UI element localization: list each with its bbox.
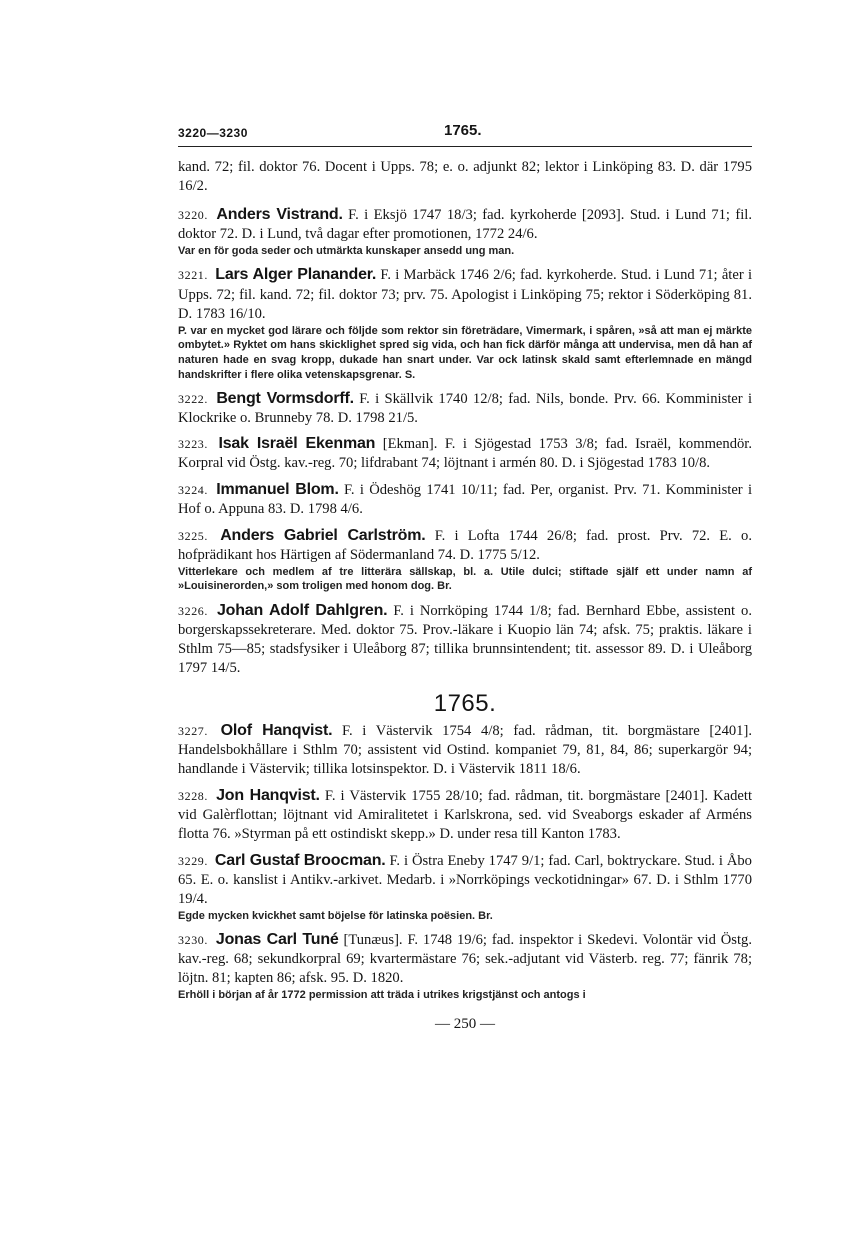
entry-text: F. i Västervik 1754 4/8; fad. rådman, tit. borgmästare [2401]. Handelsbokhållare i Sthlm 70; assistent vid Ostind. kompaniet 79, 81, 84, 86; superkargör 94; handlande i Västervik; tillika lotsinspektor. D. i Västervik 1811 18/6.: [178, 723, 752, 778]
entry-text: F. i Skällvik 1740 12/8; fad. Nils, bonde. Prv. 66. Komminister i Klockrike o. Brunneby 78. D. 1798 21/5.: [178, 390, 753, 426]
entry-number: 3228.: [178, 788, 208, 803]
continued-entry-text: kand. 72; fil. doktor 76. Docent i Upps. 78; e. o. adjunkt 82; lektor i Linköping 83. D. där 1795 16/2.: [178, 159, 752, 195]
person-name: Jonas Carl Tuné: [215, 930, 339, 948]
entry-3223: [178, 434, 752, 473]
entry-3224: [178, 480, 752, 519]
entry-text: F. i Östra Eneby 1747 9/1; fad. Carl, boktryckare. Stud. i Åbo 65. E. o. kanslist i Antikv.-arkivet. Medarb. i »Norrköpings veckotidningar» 67. D. i Sthlm 1770 19/4.: [178, 852, 752, 907]
entry-text: [Tunæus]. F. 1748 19/6; fad. inspektor i Skedevi. Volontär vid Östg. kav.-reg. 68; sekundkorpral 69; kvartermästare 76; sek.-adjutant vid Västerb. reg. 77; fänrik 78; löjtn. 81; kapten 86; afsk. 95. D. 1820.: [178, 931, 752, 987]
entry-3222: [178, 389, 752, 428]
person-name: Anders Gabriel Carlström.: [220, 526, 426, 544]
section-year-heading: 1765.: [433, 689, 497, 717]
header-rule: [178, 146, 752, 147]
entry-note: Var en för goda seder och utmärkta kunskaper ansedd ung man.: [178, 245, 515, 258]
entry-3227: [178, 721, 752, 779]
entry-note: Vitterlekare och medlem af tre litterära sällskap, bl. a. Utile dulci; stiftade själf ett under namn af »Louisinerorden,» som troligen med honom dog. Br.: [178, 565, 752, 593]
entry-text: F. i Västervik 1755 28/10; fad. rådman, tit. borgmästare [2401]. Kadett vid Galèrflottan; löjtnant vid Amiralitetet i Karlskrona, sed. vid Sveaborgs eskader af Arméns flotta 76. »Styrman på ett ostindiskt skepp.» D. under resa till Kanton 1783.: [178, 787, 752, 842]
entry-text: F. i Lofta 1744 26/8; fad. prost. Prv. 72. E. o. hofprädikant hos Härtigen af Södermanland 74. D. 1775 5/12.: [178, 527, 752, 563]
person-name: Lars Alger Planander.: [215, 266, 377, 284]
entry-text: [Ekman]. F. i Sjögestad 1753 3/8; fad. Israël, kommendör. Korpral vid Östg. kav.-reg. 70; lifdrabant 74; löjtnant i armén 80. D. i Sjögestad 1783 10/8.: [178, 436, 752, 472]
running-header: [178, 122, 752, 144]
page-body: [178, 158, 752, 1034]
entry-note: Erhöll i början af år 1772 permission att träda i utrikes krigstjänst och antogs i: [178, 989, 586, 1002]
entry-3228: [178, 786, 752, 844]
entry-number: 3222.: [178, 391, 208, 406]
entry-3229: [178, 851, 752, 924]
entry-3226: [178, 601, 752, 678]
entry-number: 3220.: [178, 208, 208, 223]
entry-number: 3226.: [178, 603, 208, 618]
entry-3225: [178, 526, 752, 594]
entry-note: Egde mycken kvickhet samt böjelse för latinska poësien. Br.: [178, 909, 493, 922]
entry-text: F. i Norrköping 1744 1/8; fad. Bernhard Ebbe, assistent o. borgerskapssekreterare. Med. doktor 75. Prov.-läkare i Kuopio län 74; afsk. 75; praktis. läkare i Sthlm 75—85; stadsfysiker i Uleåborg 87; tillika brunnsintendent; tit. assessor 89. D. i Uleåborg 1797 14/5.: [178, 602, 752, 676]
entry-3220: [178, 205, 752, 259]
person-name: Anders Vistrand.: [216, 206, 343, 224]
person-name: Johan Adolf Dahlgren.: [216, 601, 388, 619]
entry-number: 3223.: [178, 437, 208, 452]
header-year: 1765.: [444, 122, 482, 139]
person-name: Isak Israël Ekenman: [218, 435, 376, 453]
person-name: Jon Hanqvist.: [216, 786, 320, 804]
entry-number: 3229.: [178, 853, 208, 868]
entry-text: F. i Marbäck 1746 2/6; fad. kyrkoherde. Stud. i Lund 71; åter i Upps. 72; fil. kand. 72; fil. doktor 73; prv. 75. Apologist i Linköping 75; rektor i Söderköping 81. D. 1783 16/10.: [178, 267, 752, 322]
person-name: Olof Hanqvist.: [220, 722, 333, 740]
entry-number: 3227.: [178, 724, 208, 739]
person-name: Carl Gustaf Broocman.: [214, 851, 386, 869]
entry-number: 3221.: [178, 268, 208, 283]
person-name: Bengt Vormsdorff.: [216, 389, 354, 407]
entry-text: F. i Ödeshög 1741 10/11; fad. Per, organist. Prv. 71. Komminister i Hof o. Appuna 83. D. 1798 4/6.: [178, 482, 752, 518]
entry-number: 3225.: [178, 528, 208, 543]
entry-range: 3220—3230: [178, 126, 248, 140]
entry-text: F. i Eksjö 1747 18/3; fad. kyrkoherde [2093]. Stud. i Lund 71; fil. doktor 72. D. i Lund, två dagar efter promotionen, 1772 24/6.: [178, 207, 752, 243]
person-name: Immanuel Blom.: [216, 481, 339, 498]
entry-3221: [178, 265, 752, 382]
entry-note: P. var en mycket god lärare och följde som rektor sin företrädare, Vimermark, i spåren, »så att man ej märkte ombytet.» Ryktet om hans skicklighet spred sig vida, och han fick därför många att undervisa, men då han af naturen hade en svag kropp, dukade han snart under. Var ock latinsk skald samt efterlemnade en mängd handskrifter i flere olika vetenskapsgrenar. S.: [178, 324, 752, 381]
entry-3230: [178, 930, 752, 1003]
entry-number: 3224.: [178, 483, 208, 497]
entry-number: 3230.: [178, 932, 208, 947]
page-number: — 250 —: [435, 1015, 495, 1032]
